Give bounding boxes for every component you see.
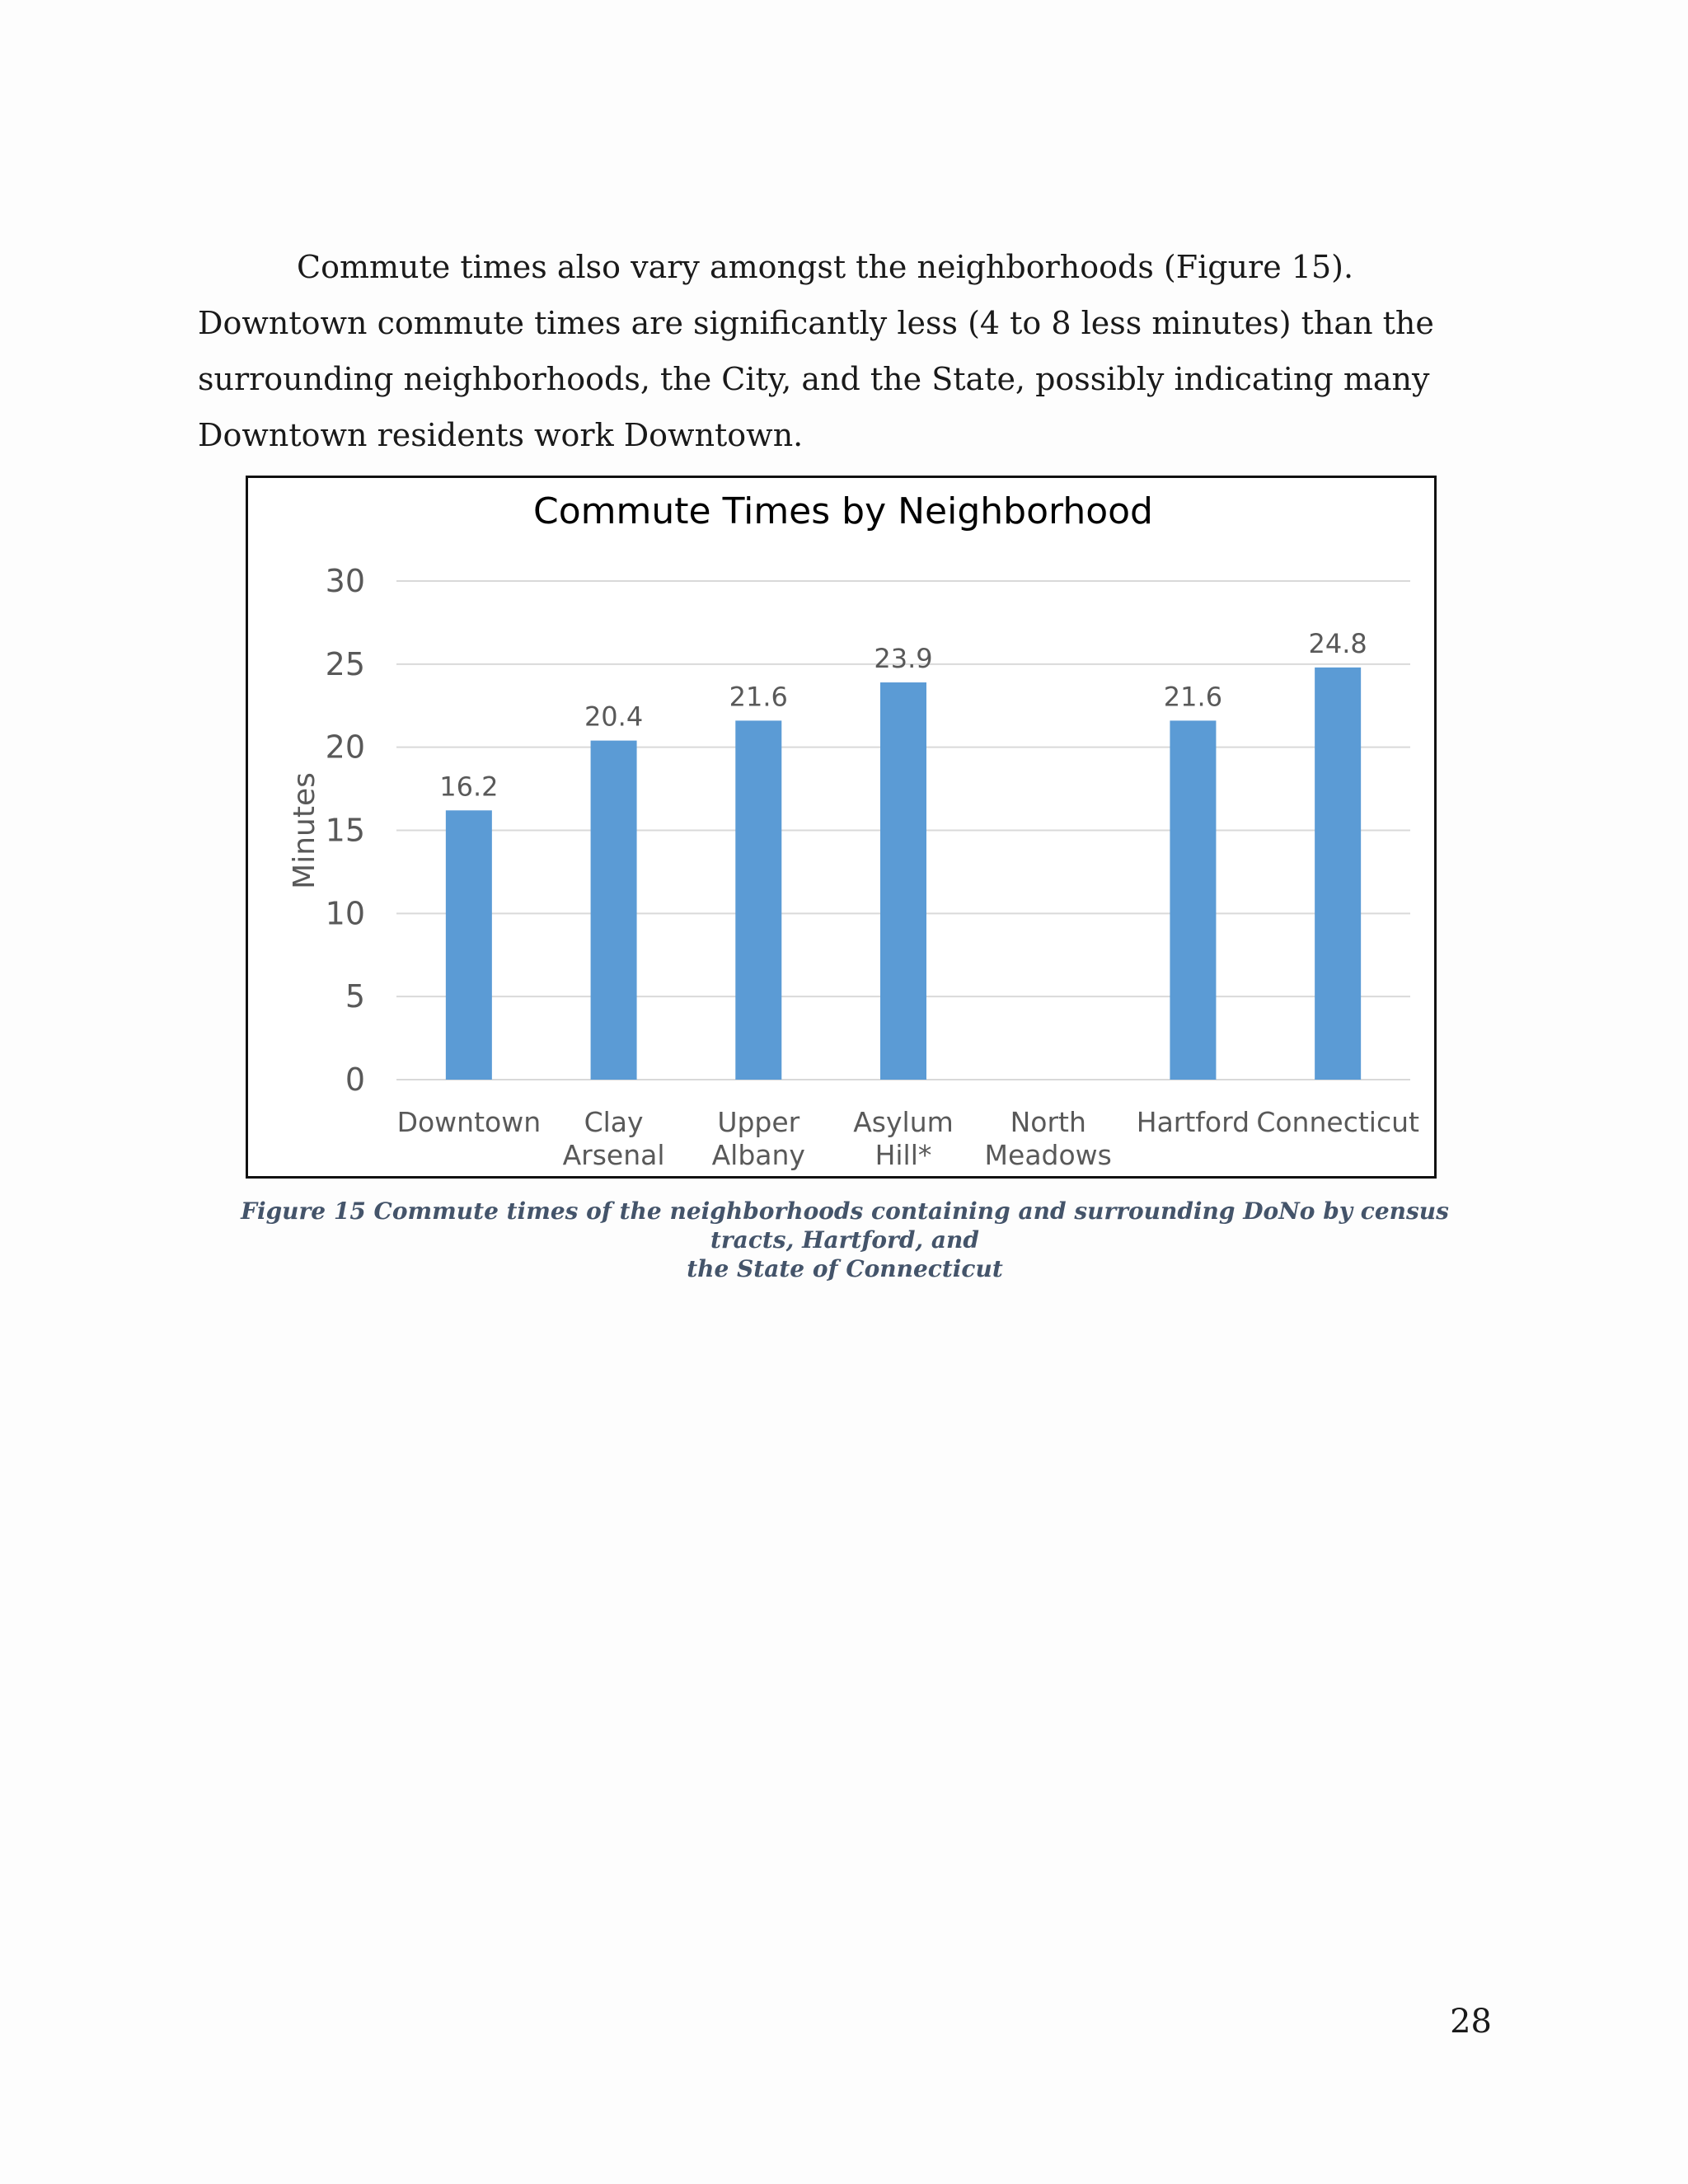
x-tick-label: Asylum — [853, 1106, 954, 1138]
y-tick-label: 25 — [325, 645, 365, 682]
commute-times-chart — [248, 478, 1434, 1176]
data-label: 21.6 — [729, 681, 788, 713]
chart-frame — [246, 476, 1437, 1179]
x-tick-label: Hill* — [874, 1139, 932, 1171]
x-tick-label: Downtown — [396, 1106, 542, 1138]
y-tick-label: 15 — [325, 812, 365, 849]
y-tick-label: 20 — [325, 729, 365, 766]
x-tick-label: Meadows — [984, 1139, 1112, 1171]
page-number: 28 — [1450, 2003, 1492, 2041]
caption-line: Figure 15 Commute times of the neighborhoods containing and surrounding DoNo by census tracts, Hartford, and — [241, 1197, 1449, 1254]
data-label: 20.4 — [584, 701, 644, 733]
x-tick-label: Arsenal — [562, 1139, 665, 1171]
x-tick-label: Albany — [711, 1139, 805, 1171]
bar — [446, 810, 492, 1080]
bar — [591, 741, 637, 1080]
y-axis-label: Minutes — [288, 772, 321, 889]
bar — [1315, 668, 1361, 1080]
bar — [735, 720, 781, 1080]
y-tick-label: 5 — [345, 978, 365, 1015]
bar — [880, 682, 926, 1080]
y-tick-label: 0 — [345, 1062, 365, 1098]
data-label: 23.9 — [874, 643, 933, 675]
x-tick-label: Upper — [717, 1106, 800, 1138]
x-tick-label: Clay — [584, 1106, 644, 1138]
y-tick-label: 30 — [325, 563, 365, 599]
data-label: 16.2 — [439, 771, 499, 803]
bar — [1170, 720, 1216, 1080]
x-tick-label: Hartford — [1136, 1106, 1250, 1138]
x-tick-label: North — [1010, 1106, 1086, 1138]
caption-line: the State of Connecticut — [687, 1255, 1003, 1282]
y-tick-label: 10 — [325, 895, 365, 932]
data-label: 21.6 — [1163, 681, 1223, 713]
x-tick-label: Connecticut — [1256, 1106, 1419, 1138]
chart-title: Commute Times by Neighborhood — [533, 490, 1153, 532]
body-paragraph: Commute times also vary amongst the neighborhoods (Figure 15). Downtown commute times are significantly less (4 to 8 less minutes) than the surrounding neighborhoods, the City, and the State, possibly indicating many Downtown residents work Downtown. — [198, 249, 1434, 453]
data-label: 24.8 — [1308, 627, 1367, 659]
figure-caption — [198, 1197, 1492, 1283]
